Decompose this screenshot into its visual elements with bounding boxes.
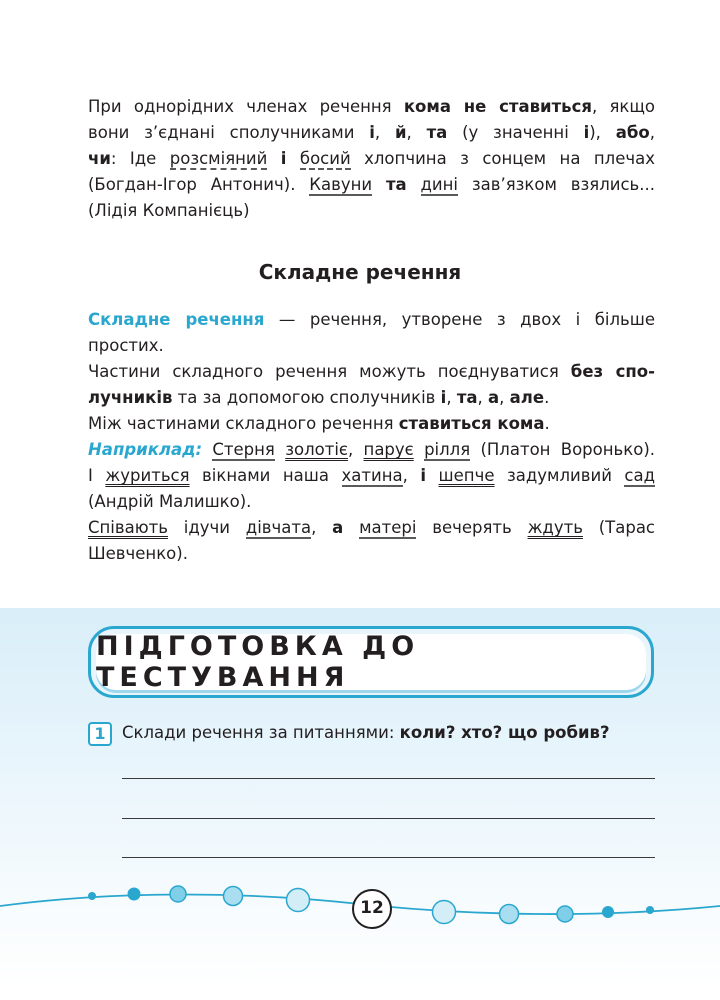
- text-run: [267, 149, 280, 168]
- bold-text: та: [385, 175, 407, 194]
- text-run: (Платон Воронько).: [470, 440, 656, 459]
- text-run: ,: [402, 466, 421, 485]
- predicate-underline: ждуть: [527, 518, 583, 537]
- predicate-underline: журиться: [105, 466, 190, 485]
- text-run: [372, 175, 386, 194]
- bold-text: та: [456, 388, 478, 407]
- example-line: [88, 541, 655, 567]
- example-line: [88, 463, 655, 489]
- subject-underline: матері: [359, 518, 417, 537]
- text-run: ,: [446, 388, 457, 407]
- bold-text: та: [426, 123, 448, 142]
- text-run: ,: [347, 440, 364, 459]
- definition-line: [88, 307, 655, 333]
- footer-dot: [433, 901, 456, 924]
- answer-line[interactable]: [122, 778, 655, 779]
- subject-underline: сад: [624, 466, 656, 485]
- subject-underline: рілля: [424, 440, 471, 459]
- predicate-underline: шепче: [438, 466, 495, 485]
- text-run: (Богдан-Ігор Антонич).: [88, 175, 310, 194]
- footer-dot: [602, 906, 614, 918]
- footer-dot: [224, 887, 243, 906]
- text-run: .: [544, 388, 550, 407]
- subject-underline: Кавуни: [309, 175, 373, 194]
- text-run: зав’язком взялись...: [458, 175, 655, 194]
- bold-text: лучників: [88, 388, 173, 407]
- predicate-underline: парує: [363, 440, 414, 459]
- bold-text: а: [332, 518, 344, 537]
- example-line: [88, 437, 655, 463]
- answer-line[interactable]: [122, 857, 655, 858]
- text-run: ,: [374, 123, 395, 142]
- footer-dot: [287, 889, 310, 912]
- footer-dot: [128, 888, 141, 901]
- text-run: [286, 149, 299, 168]
- text-run: ),: [589, 123, 616, 142]
- subject-underline: дині: [420, 175, 459, 194]
- text-run: Між частинами складного речення: [88, 414, 399, 433]
- text-run: .: [544, 414, 550, 433]
- predicate-underline: Співають: [88, 518, 168, 537]
- bold-text: і: [420, 466, 427, 485]
- banner-title: ПІДГОТОВКА ДО ТЕСТУВАННЯ: [96, 634, 646, 690]
- footer-dot: [557, 906, 573, 922]
- text-run: [343, 518, 359, 537]
- definition-line: [88, 333, 655, 359]
- rule-line: [88, 146, 655, 172]
- footer-dot: [500, 905, 519, 924]
- text-run: І: [88, 466, 106, 485]
- text-run: вікнами наша: [189, 466, 342, 485]
- page-number: 12: [352, 889, 392, 929]
- task-number-badge: 1: [88, 722, 112, 746]
- bold-text: і: [369, 123, 375, 142]
- definition-line: [88, 359, 655, 385]
- text-run: ідучи: [167, 518, 246, 537]
- bold-text: але: [509, 388, 545, 407]
- bold-text: без спо-: [570, 362, 655, 381]
- predicate-underline: золотіє: [285, 440, 348, 459]
- text-run: [202, 440, 212, 459]
- example-line: [88, 489, 655, 515]
- term-text: Складне речення: [88, 310, 265, 329]
- subject-underline: дівчата: [245, 518, 312, 537]
- text-run: хлопчина з сонцем на плечах: [350, 149, 655, 168]
- text-run: задумливий: [494, 466, 625, 485]
- text-run: ,: [311, 518, 333, 537]
- text-run: (Лідія Компанієць): [88, 201, 250, 220]
- bold-text: а: [488, 388, 500, 407]
- footer-dot: [170, 886, 186, 902]
- test-prep-banner: [88, 626, 654, 698]
- text-run: ,: [477, 388, 489, 407]
- text-run: При однорідних членах речення: [88, 97, 404, 116]
- text-run: Склади речення за питаннями:: [122, 723, 400, 742]
- definition-line: [88, 411, 655, 437]
- text-run: [275, 440, 285, 459]
- text-run: простих.: [88, 336, 164, 355]
- text-run: — речення, утворене з двох і більше: [264, 310, 655, 329]
- text-run: (Тарас: [582, 518, 656, 537]
- answer-line[interactable]: [122, 818, 655, 819]
- bold-text: й: [394, 123, 407, 142]
- text-run: ,: [406, 123, 427, 142]
- text-run: : Іде: [110, 149, 170, 168]
- subject-underline: Стерня: [212, 440, 275, 459]
- bold-text: і: [440, 388, 447, 407]
- task-instruction: [122, 720, 656, 746]
- text-run: Шевченко).: [88, 544, 188, 563]
- definition-line: [88, 385, 655, 411]
- example-label: Наприклад:: [88, 440, 203, 459]
- text-run: вечерять: [416, 518, 528, 537]
- section-title: Складне речення: [258, 260, 462, 284]
- text-run: вони з’єднані сполучниками: [88, 123, 370, 142]
- bold-text: ставиться кома: [398, 414, 545, 433]
- rule-line: [88, 120, 655, 146]
- text-run: [426, 466, 439, 485]
- text-run: [407, 175, 421, 194]
- text-run: (Андрій Малишко).: [88, 492, 252, 511]
- footer-dot: [646, 906, 654, 914]
- footer-dot: [88, 892, 96, 900]
- attribute-underline: розсміяний: [169, 149, 268, 168]
- bold-text: і: [583, 123, 590, 142]
- subject-underline: хатина: [341, 466, 403, 485]
- text-run: та за допомогою сполучників: [172, 388, 441, 407]
- bold-text: чи: [88, 149, 111, 168]
- text-run: [414, 440, 424, 459]
- bold-text: і: [280, 149, 287, 168]
- text-run: (у значенні: [447, 123, 584, 142]
- rule-line: [88, 172, 655, 198]
- bold-text: або: [615, 123, 650, 142]
- rule-line: [88, 94, 655, 120]
- text-run: ,: [649, 123, 655, 142]
- bold-text: кома не ставиться: [403, 97, 592, 116]
- text-run: Частини складного речення можуть поєднуватися: [88, 362, 571, 381]
- text-run: ,: [499, 388, 510, 407]
- bold-text: коли? хто? що робив?: [399, 723, 610, 742]
- attribute-underline: босий: [299, 149, 351, 168]
- example-line: [88, 515, 655, 541]
- rule-line: [88, 198, 655, 224]
- text-run: , якщо: [591, 97, 655, 116]
